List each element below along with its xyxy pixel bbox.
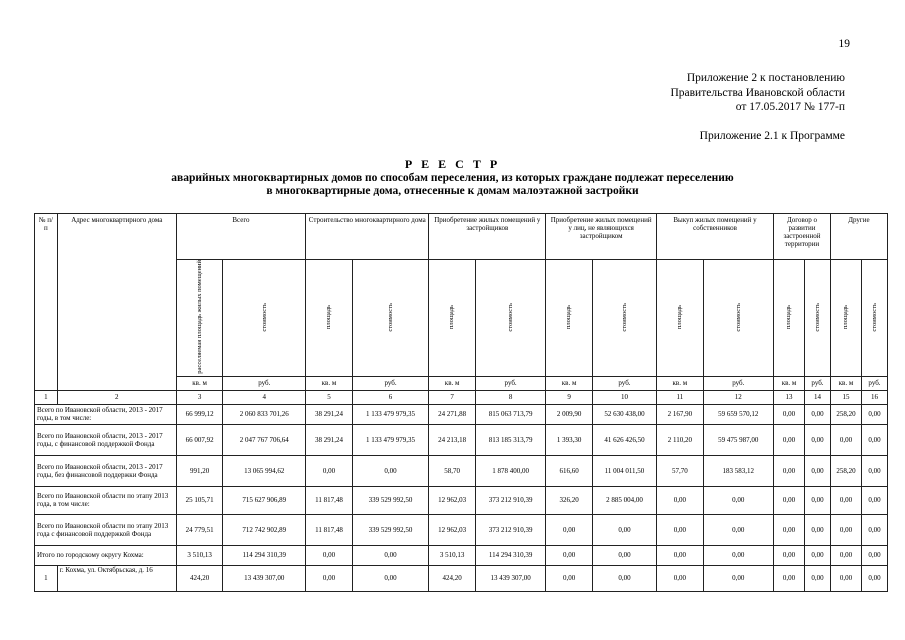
table-cell: 0,00: [657, 565, 704, 591]
table-cell: 815 063 713,79: [475, 404, 545, 424]
table-cell: 12 962,03: [429, 514, 476, 545]
table-cell: 2 009,90: [546, 404, 593, 424]
table-cell: 0,00: [861, 404, 887, 424]
table-cell: 1 393,30: [546, 424, 593, 455]
table-cell: 0,00: [830, 565, 861, 591]
col-number: 7: [429, 390, 476, 404]
table-cell: 0,00: [861, 455, 887, 486]
table-cell: 38 291,24: [306, 404, 353, 424]
table-cell: 66 999,12: [176, 404, 223, 424]
row-number: 1: [35, 565, 58, 591]
header-total: Всего: [176, 214, 305, 260]
table-cell: 0,00: [774, 424, 805, 455]
table-row: [35, 424, 888, 455]
table-cell: 0,00: [306, 565, 353, 591]
col-number: 14: [805, 390, 831, 404]
table-cell: 0,00: [703, 486, 773, 514]
col-number: 12: [703, 390, 773, 404]
table-cell: 0,00: [830, 424, 861, 455]
col-number: 10: [592, 390, 656, 404]
subheader-area: площадь: [830, 260, 861, 377]
table-cell: 339 529 992,50: [352, 486, 429, 514]
table-cell: 0,00: [861, 514, 887, 545]
table-cell: 2 167,90: [657, 404, 704, 424]
table-cell: 0,00: [703, 545, 773, 565]
header-construction: Строительство многоквартирного дома: [306, 214, 429, 260]
table-cell: 424,20: [429, 565, 476, 591]
col-number: 16: [861, 390, 887, 404]
table-header: [35, 214, 888, 405]
subheader-cost: стоимость: [475, 260, 545, 377]
summary-rows: [35, 404, 888, 565]
table-cell: 712 742 902,89: [223, 514, 306, 545]
subheader-cost: стоимость: [223, 260, 306, 377]
table-cell: 0,00: [774, 404, 805, 424]
table-cell: 13 065 994,62: [223, 455, 306, 486]
table-cell: 991,20: [176, 455, 223, 486]
table-cell: 0,00: [805, 486, 831, 514]
unit-rub: руб.: [703, 376, 773, 390]
appendix-line-3: от 17.05.2017 № 177-п: [735, 101, 845, 113]
table-cell: 339 529 992,50: [352, 514, 429, 545]
col-number: 3: [176, 390, 223, 404]
table-row: [35, 486, 888, 514]
table-cell: 616,60: [546, 455, 593, 486]
table-cell: 0,00: [830, 486, 861, 514]
unit-rub: руб.: [352, 376, 429, 390]
table-cell: 58,70: [429, 455, 476, 486]
row-label: Всего по Ивановской области, 2013 - 2017 годы, с финансовой поддержкой Фонда: [35, 424, 177, 455]
table-cell: 0,00: [861, 424, 887, 455]
table-cell: 183 583,12: [703, 455, 773, 486]
table-cell: 13 439 307,00: [223, 565, 306, 591]
table-cell: 0,00: [805, 565, 831, 591]
unit-sqm: кв. м: [830, 376, 861, 390]
appendix-line-2: Правительства Ивановской области: [670, 86, 845, 99]
table-cell: 326,20: [546, 486, 593, 514]
table-cell: 0,00: [592, 565, 656, 591]
unit-sqm: кв. м: [657, 376, 704, 390]
table-cell: 0,00: [805, 424, 831, 455]
subheader-area: площадь: [306, 260, 353, 377]
col-number: 9: [546, 390, 593, 404]
table-row: [35, 514, 888, 545]
table-cell: 0,00: [861, 486, 887, 514]
col-number: 5: [306, 390, 353, 404]
table-cell: 59 475 987,00: [703, 424, 773, 455]
col-number: 13: [774, 390, 805, 404]
table-row: [35, 545, 888, 565]
subheader-area: площадь: [774, 260, 805, 377]
header-contract: Договор о развитии застроенной территории: [774, 214, 831, 260]
row-label: Итого по городскому округу Кохма:: [35, 545, 177, 565]
table-cell: 0,00: [546, 545, 593, 565]
table-cell: 3 510,13: [176, 545, 223, 565]
table-cell: 0,00: [657, 514, 704, 545]
header-num: № п/п: [35, 214, 58, 391]
table-row: [35, 455, 888, 486]
table-cell: 2 060 833 701,26: [223, 404, 306, 424]
table-cell: 2 110,20: [657, 424, 704, 455]
table-cell: 66 007,92: [176, 424, 223, 455]
table-cell: 0,00: [774, 545, 805, 565]
table-row: [35, 565, 888, 591]
table-cell: 0,00: [861, 545, 887, 565]
table-cell: 52 630 438,00: [592, 404, 656, 424]
table-row: [35, 404, 888, 424]
col-number: 1: [35, 390, 58, 404]
title-line-2: аварийных многоквартирных домов по способам переселения, из которых граждане подлежат переселению: [171, 171, 734, 184]
unit-rub: руб.: [475, 376, 545, 390]
subheader-area: площадь: [657, 260, 704, 377]
table-cell: 373 212 910,39: [475, 486, 545, 514]
table-cell: 373 212 910,39: [475, 514, 545, 545]
table-cell: 0,00: [657, 486, 704, 514]
title-line-3: в многоквартирные дома, отнесенные к домам малоэтажной застройки: [266, 185, 639, 197]
unit-rub: руб.: [592, 376, 656, 390]
table-cell: 24 271,88: [429, 404, 476, 424]
row-label: Всего по Ивановской области, 2013 - 2017 годы, в том числе:: [35, 404, 177, 424]
table-cell: 0,00: [805, 404, 831, 424]
subheader-resettled-area: расселяемая площадь жилых помещений: [176, 260, 223, 377]
column-number-row: [35, 390, 888, 404]
table-cell: 25 105,71: [176, 486, 223, 514]
header-purchase-dev: Приобретение жилых помещений у застройщиков: [429, 214, 546, 260]
header-other: Другие: [830, 214, 887, 260]
table-cell: 813 185 313,79: [475, 424, 545, 455]
col-number: 4: [223, 390, 306, 404]
table-cell: 0,00: [861, 565, 887, 591]
row-address: г. Кохма, ул. Октябрьская, д. 16: [57, 565, 176, 591]
table-cell: 41 626 426,50: [592, 424, 656, 455]
table-cell: 57,70: [657, 455, 704, 486]
table-cell: 11 817,48: [306, 514, 353, 545]
col-number: 15: [830, 390, 861, 404]
table-cell: 0,00: [774, 455, 805, 486]
header-purchase-other: Приобретение жилых помещений у лиц, не являющихся застройщиком: [546, 214, 657, 260]
subheader-cost: стоимость: [861, 260, 887, 377]
subheader-area: площадь: [429, 260, 476, 377]
unit-rub: руб.: [805, 376, 831, 390]
registry-table: [34, 213, 888, 592]
subheader-cost: стоимость: [592, 260, 656, 377]
table-cell: 0,00: [657, 545, 704, 565]
table-cell: 0,00: [774, 486, 805, 514]
subheader-cost: стоимость: [352, 260, 429, 377]
col-number: 8: [475, 390, 545, 404]
table-cell: 0,00: [352, 545, 429, 565]
table-cell: 11 817,48: [306, 486, 353, 514]
table-cell: 0,00: [805, 545, 831, 565]
unit-rub: руб.: [861, 376, 887, 390]
table-cell: 258,20: [830, 455, 861, 486]
subheader-cost: стоимость: [805, 260, 831, 377]
table-cell: 24 213,18: [429, 424, 476, 455]
document-title: [0, 158, 905, 199]
table-cell: 2 047 767 706,64: [223, 424, 306, 455]
table-cell: 0,00: [592, 514, 656, 545]
header-buyout: Выкуп жилых помещений у собственников: [657, 214, 774, 260]
table-cell: 3 510,13: [429, 545, 476, 565]
table-cell: 114 294 310,39: [475, 545, 545, 565]
table-cell: 1 133 479 979,35: [352, 424, 429, 455]
table-cell: 0,00: [592, 545, 656, 565]
table-cell: 0,00: [352, 455, 429, 486]
header-address: Адрес многоквартирного дома: [57, 214, 176, 391]
col-number: 11: [657, 390, 704, 404]
table-cell: 12 962,03: [429, 486, 476, 514]
table-cell: 0,00: [546, 514, 593, 545]
table-cell: 0,00: [830, 545, 861, 565]
table-cell: 0,00: [703, 514, 773, 545]
row-label: Всего по Ивановской области, 2013 - 2017 годы, без финансовой поддержки Фонда: [35, 455, 177, 486]
table-cell: 0,00: [306, 545, 353, 565]
table-cell: 258,20: [830, 404, 861, 424]
table-cell: 24 779,51: [176, 514, 223, 545]
table-cell: 1 878 400,00: [475, 455, 545, 486]
appendix-header: [670, 71, 845, 115]
unit-sqm: кв. м: [176, 376, 223, 390]
subheader-cost: стоимость: [703, 260, 773, 377]
title-line-1: Р Е Е С Т Р: [404, 157, 501, 171]
table-cell: 424,20: [176, 565, 223, 591]
table-cell: 715 627 906,89: [223, 486, 306, 514]
table-cell: 2 885 004,00: [592, 486, 656, 514]
table-cell: 0,00: [830, 514, 861, 545]
table-cell: 0,00: [352, 565, 429, 591]
table-cell: 0,00: [805, 514, 831, 545]
page-number: 19: [838, 38, 850, 50]
unit-sqm: кв. м: [546, 376, 593, 390]
table-cell: 0,00: [703, 565, 773, 591]
table-cell: 0,00: [774, 565, 805, 591]
table-cell: 59 659 570,12: [703, 404, 773, 424]
table-cell: 0,00: [546, 565, 593, 591]
col-number: 2: [57, 390, 176, 404]
col-number: 6: [352, 390, 429, 404]
subheader-area: площадь: [546, 260, 593, 377]
table-cell: 0,00: [774, 514, 805, 545]
table-cell: 0,00: [306, 455, 353, 486]
table-cell: 1 133 479 979,35: [352, 404, 429, 424]
unit-rub: руб.: [223, 376, 306, 390]
unit-sqm: кв. м: [429, 376, 476, 390]
appendix-program-note: Приложение 2.1 к Программе: [699, 130, 845, 142]
row-label: Всего по Ивановской области по этапу 2013 года, в том числе:: [35, 486, 177, 514]
table-cell: 0,00: [805, 455, 831, 486]
appendix-line-1: Приложение 2 к постановлению: [686, 72, 845, 84]
table-cell: 114 294 310,39: [223, 545, 306, 565]
table-cell: 11 004 011,50: [592, 455, 656, 486]
item-rows: [35, 565, 888, 591]
table-cell: 13 439 307,00: [475, 565, 545, 591]
row-label: Всего по Ивановской области по этапу 2013 года с финансовой поддержкой Фонда: [35, 514, 177, 545]
unit-sqm: кв. м: [306, 376, 353, 390]
table-cell: 38 291,24: [306, 424, 353, 455]
unit-sqm: кв. м: [774, 376, 805, 390]
